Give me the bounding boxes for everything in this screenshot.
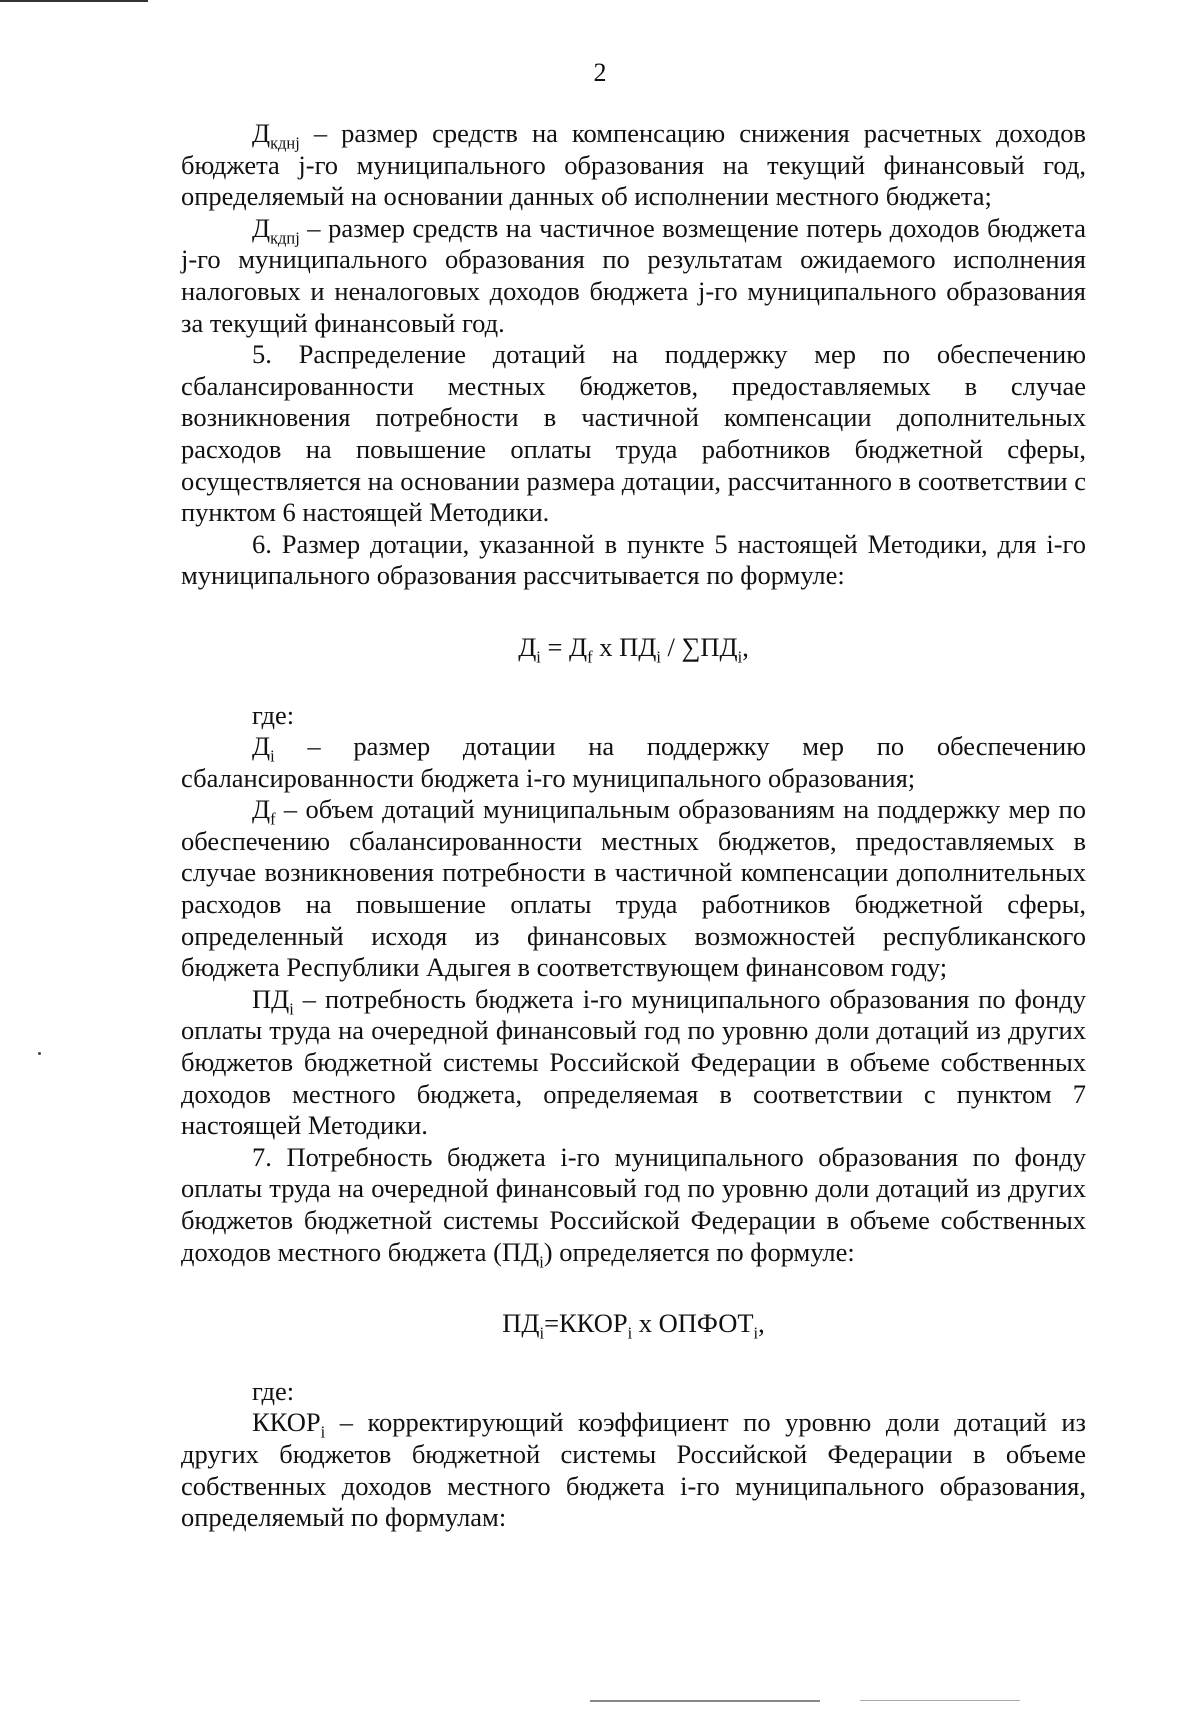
symbol: Д	[252, 212, 271, 243]
definition-dkdnj	[181, 118, 1086, 213]
definition-kkori: $ККОР_i$ – корректирующий коэффициент по уровню доли дотаций из других бюджетов бюджетной системы Российской Федерации в объеме собственных доходов местного бюджета i-го муниципального образования, определяемый по формулам:	[181, 1407, 1086, 1533]
subscript: кдпj	[270, 228, 300, 248]
top-edge-rule	[0, 0, 148, 2]
page-number: 2	[593, 58, 607, 87]
paragraph-6: 6. Размер дотации, указанной в пункте 5 настоящей Методики, для i-го муниципального образования рассчитывается по формуле:	[181, 528, 1086, 591]
definition-pdi: $ПД_i$ – потребность бюджета i-го муниципального образования по фонду оплаты труда на очередной финансовый год по уровню доли дотаций из других бюджетов бюджетной системы Российской Федерации в объеме собственных доходов местного бюджета, определяемая в соответствии с пунктом 7 настоящей Методики.	[181, 983, 1086, 1141]
definition-di: $Д_i$ – размер дотации на поддержку мер по обеспечению сбалансированности бюджета i-го муниципального образования;	[181, 731, 1086, 793]
definition-text: – размер средств на частичное возмещение потерь доходов бюджета j-го муниципального образования по результатам ожидаемого исполнения налоговых и неналоговых доходов бюджета j-го муниципального образования за текущий финансовый год.	[181, 212, 1086, 338]
formula-di: $Д_i = Д_f$ x $ПД_i / \sum ПД_i$,	[518, 631, 749, 667]
definition-text: – размер средств на компенсацию снижения расчетных доходов бюджета j-го муниципального образования на текущий финансовый год, определяемый на основании данных об исполнении местного бюджета;	[181, 118, 1086, 212]
bottom-edge-rule	[860, 1700, 1020, 1701]
bottom-edge-rule	[590, 1700, 820, 1702]
symbol: Д	[252, 118, 271, 148]
formula-pdi: $ПД_i=ККОР_i$ x $ОПФОТ_i$,	[502, 1308, 765, 1343]
definition-dkdpj	[181, 213, 1086, 339]
paragraph-7: 7. Потребность бюджета i-го муниципального образования по фонду оплаты труда на очередной финансовый год по уровню доли дотаций из других бюджетов бюджетной системы Российской Федерации в объеме собственных доходов местного бюджета $(ПД_i)$ определяется по формуле:	[181, 1141, 1086, 1271]
where-label: где:	[252, 1375, 295, 1406]
definition-df: $Д_f$ – объем дотаций муниципальным образованиям на поддержку мер по обеспечению сбалансированности местных бюджетов, предоставляемых в случае возникновения потребности в частичной компенсации дополнительных расходов на повышение оплаты труда работников бюджетной сферы, определенный исходя из финансовых возможностей республиканского бюджета Республики Адыгея в соответствующем финансовом году;	[181, 794, 1086, 983]
scan-speck	[38, 1052, 41, 1055]
where-label: где:	[252, 699, 295, 730]
paragraph-5: 5. Распределение дотаций на поддержку мер по обеспечению сбалансированности местных бюджетов, предоставляемых в случае возникновения потребности в частичной компенсации дополнительных расходов на повышение оплаты труда работников бюджетной сферы, осуществляется на основании размера дотации, рассчитанного в соответствии с пунктом 6 настоящей Методики.	[181, 339, 1086, 528]
subscript: кднj	[270, 133, 300, 153]
document-body	[181, 118, 1086, 1534]
